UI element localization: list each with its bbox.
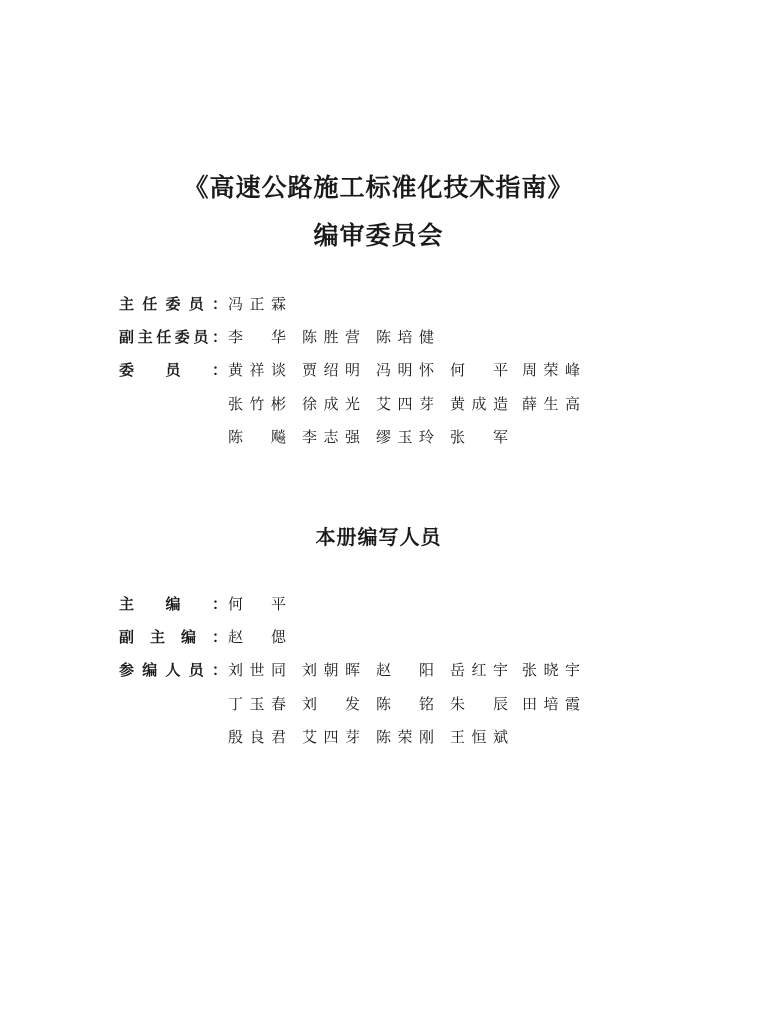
member-name: 殷 良 君 — [228, 728, 286, 746]
author-row — [0, 691, 757, 717]
document-title: 《高速公路施工标准化技术指南》 — [183, 173, 574, 202]
member-name: 冯 明 怀 — [376, 361, 434, 379]
author-row — [0, 657, 757, 683]
committee-row — [0, 291, 757, 317]
member-name: 陈 荣 刚 — [376, 728, 434, 746]
member-name: 艾 四 芽 — [376, 395, 434, 413]
role-label: 副 主 任 委 员 ： — [119, 328, 227, 346]
role-label: 主 任 委 员 ： — [119, 295, 227, 313]
committee-row — [0, 391, 757, 417]
member-name: 岳 红 宇 — [450, 661, 508, 679]
member-name: 陈 飚 — [228, 428, 286, 446]
member-name: 薛 生 高 — [522, 395, 580, 413]
member-name: 艾 四 芽 — [302, 728, 360, 746]
member-name: 朱 辰 — [450, 695, 508, 713]
authors-heading: 本册编写人员 — [315, 525, 442, 549]
member-name: 赵 阳 — [376, 661, 434, 679]
member-name: 黄 成 造 — [450, 395, 508, 413]
member-name: 陈 胜 营 — [302, 328, 360, 346]
committee-row — [0, 357, 757, 383]
member-name: 周 荣 峰 — [522, 361, 580, 379]
committee-subtitle: 编审委员会 — [313, 221, 444, 250]
member-name: 张 军 — [450, 428, 508, 446]
role-label: 委 员 ： — [119, 361, 227, 379]
member-name: 张 晓 宇 — [522, 661, 580, 679]
member-name: 丁 玉 春 — [228, 695, 286, 713]
member-name: 何 平 — [228, 595, 286, 613]
member-name: 刘 世 同 — [228, 661, 286, 679]
role-label: 主 编 ： — [119, 595, 227, 613]
member-name: 黄 祥 谈 — [228, 361, 286, 379]
member-name: 李 华 — [228, 328, 286, 346]
author-row — [0, 624, 757, 650]
member-name: 王 恒 斌 — [450, 728, 508, 746]
role-label: 副 主 编 ： — [119, 628, 227, 646]
member-name: 贾 绍 明 — [302, 361, 360, 379]
committee-row — [0, 324, 757, 350]
member-name: 刘 发 — [302, 695, 360, 713]
member-name: 赵 偲 — [228, 628, 286, 646]
member-name: 张 竹 彬 — [228, 395, 286, 413]
member-name: 陈 铭 — [376, 695, 434, 713]
member-name: 缪 玉 玲 — [376, 428, 434, 446]
role-label: 参 编 人 员 ： — [119, 661, 227, 679]
member-name: 何 平 — [450, 361, 508, 379]
member-name: 刘 朝 晖 — [302, 661, 360, 679]
member-name: 冯 正 霖 — [228, 295, 286, 313]
author-row — [0, 724, 757, 750]
member-name: 陈 培 健 — [376, 328, 434, 346]
member-name: 徐 成 光 — [302, 395, 360, 413]
author-row — [0, 591, 757, 617]
member-name: 田 培 霞 — [522, 695, 580, 713]
committee-row — [0, 424, 757, 450]
member-name: 李 志 强 — [302, 428, 360, 446]
